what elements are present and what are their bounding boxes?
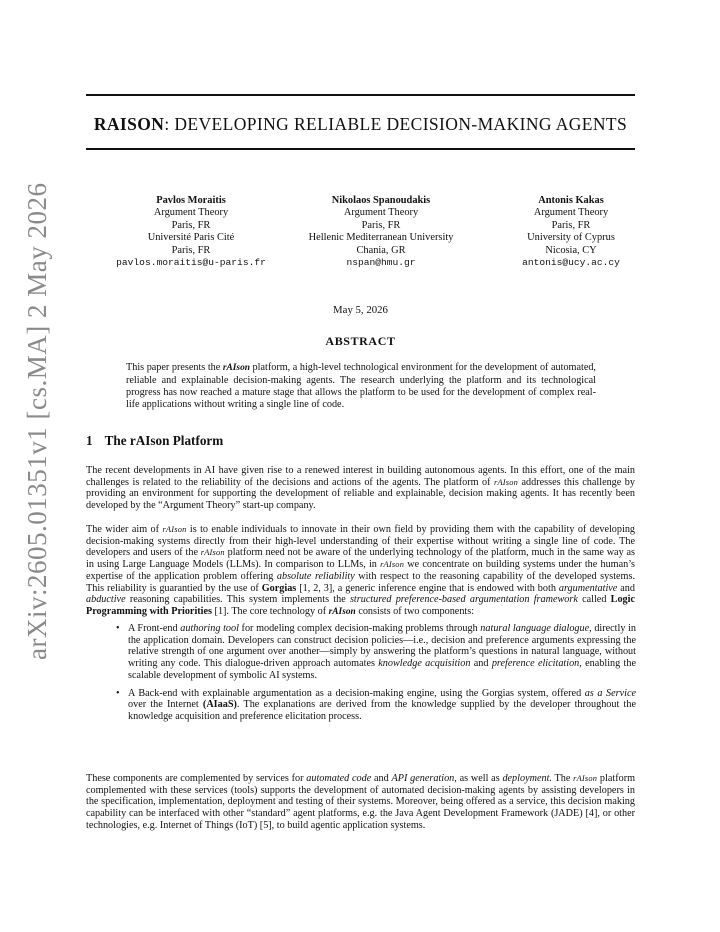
bullet-icon: • xyxy=(116,623,120,634)
section-title: The rAIson Platform xyxy=(104,433,224,448)
author-name: Antonis Kakas xyxy=(538,195,604,206)
author-email[interactable]: pavlos.moraitis@u-paris.fr xyxy=(116,257,266,269)
author-affiliation: University of Cyprus xyxy=(527,232,615,244)
section-heading xyxy=(86,433,223,449)
author-name: Pavlos Moraitis xyxy=(156,195,226,206)
author-affiliation: Chania, GR xyxy=(356,244,406,256)
author-email[interactable]: nspan@hmu.gr xyxy=(346,257,416,269)
author-affiliation: Paris, FR xyxy=(171,244,211,256)
list-item: • A Back-end with explainable argumentation as a decision-making engine, using the Gorgias system, offered as a Service over the Internet (AIaaS). The explanations are derived from the knowledge supplied by the developer throughout the knowledge acquisition and preference elicitation process. xyxy=(116,687,636,722)
author-affiliation: Argument Theory xyxy=(343,207,419,219)
title-rest: : DEVELOPING RELIABLE DECISION-MAKING AGENTS xyxy=(164,114,628,134)
author-2 xyxy=(276,195,486,269)
brand-name: rAIson xyxy=(573,774,598,783)
brand-name: rAIson xyxy=(380,560,405,570)
abstract-heading: ABSTRACT xyxy=(325,334,396,348)
abstract-text: This paper presents the rAIson platform, a high-level technological environment for the development of automated, reliable and explainable decision-making agents. The research underlying the platform and its technological progress has now reached a mature stage that allows the platform to be used for the development of complex real-life applications without writing a single line of code. xyxy=(126,362,596,410)
author-affiliation: Argument Theory xyxy=(153,207,229,219)
bullet-icon: • xyxy=(116,687,120,699)
author-affiliation: Paris, FR xyxy=(171,219,211,231)
paragraph-2: The wider aim of rAIson is to enable individuals to innovate in their own field by providing them with the capability of developing decision-making systems directly from their high-level understanding of their expertise without writing a single line of code. The developers and users of the rAIson platform need not be aware of the underlying technology of the platform, much in the same way as in using Large Language Models (LLMs). In comparison to LLMs, in rAIson we concentrate on building systems under the human’s expertise of the application problem offering absolute reliability with respect to the reasoning capability of the developed systems. This reliability is guarantied by the use of Gorgias [1, 2, 3], a generic inference engine that is endowed with both argumentative and abductive reasoning capabilities. This system implements the structured preference-based argumentation framework called Logic Programming with Priorities [1]. The core technology of rAIson consists of two components: xyxy=(86,524,636,617)
author-affiliation: Paris, FR xyxy=(361,219,401,231)
brand-name: rAIson xyxy=(328,606,356,617)
author-name: Nikolaos Spanoudakis xyxy=(331,195,431,206)
brand-name: rAIson xyxy=(494,477,519,487)
list-item: • A Front-end authoring tool for modeling complex decision-making problems through natural language dialogue, directly in the application domain. Developers can construct decision policies—i.e., decision and preference arguments expressing the relative strength of one argument over another—simply by answering the platform’s questions in natural language, without writing any code. This dialogue-driven approach automates knowledge acquisition and preference elicitation, enabling the scalable development of symbolic AI systems. xyxy=(116,623,636,681)
title-rule-top xyxy=(86,94,635,96)
arxiv-stamp: arXiv:2605.01351v1 [cs.MA] 2 May 2026 xyxy=(22,182,52,660)
section-number: 1 xyxy=(86,433,93,448)
paper-date: May 5, 2026 xyxy=(333,304,388,316)
author-email[interactable]: antonis@ucy.ac.cy xyxy=(522,257,620,269)
paragraph-1: The recent developments in AI have given rise to a renewed interest in building autonomous agents. In this effort, one of the main challenges is related to the reliability of the decisions and actions of the agents. The platform of rAIson addresses this challenge by providing an environment for supporting the development of reliable and explainable, decision making agents. It has recently been developed by the “Argument Theory” start-up company. xyxy=(86,465,635,512)
author-affiliation: Argument Theory xyxy=(533,207,609,219)
paragraph-3: These components are complemented by services for automated code and API generation, as well as deployment. The rAIson platform complemented with these services (tools) supports the development of automated decision-making agents by assisting developers in the specification, implementation, deployment and testing of their systems. Moreover, being offered as a service, this decision making capability can be interfaced with other “standard” agent platforms, e.g. the Java Agent Development Framework (JADE) [4], or other technologies, e.g. Internet of Things (IoT) [5], to build agentic application systems. xyxy=(86,773,636,831)
author-3 xyxy=(466,195,676,269)
author-1 xyxy=(86,195,296,269)
paper-title xyxy=(86,114,635,135)
author-affiliation: Nicosia, CY xyxy=(545,244,597,256)
brand-name: rAIson xyxy=(162,525,187,534)
component-list xyxy=(116,623,636,729)
author-affiliation: Université Paris Cité xyxy=(147,232,235,244)
author-affiliation: Paris, FR xyxy=(551,219,591,231)
title-rule-bottom xyxy=(86,148,635,150)
brand-name: rAIson xyxy=(222,363,250,373)
brand-name: rAIson xyxy=(200,548,225,558)
title-brand: RAISON xyxy=(93,114,165,134)
author-affiliation: Hellenic Mediterranean University xyxy=(308,232,454,244)
